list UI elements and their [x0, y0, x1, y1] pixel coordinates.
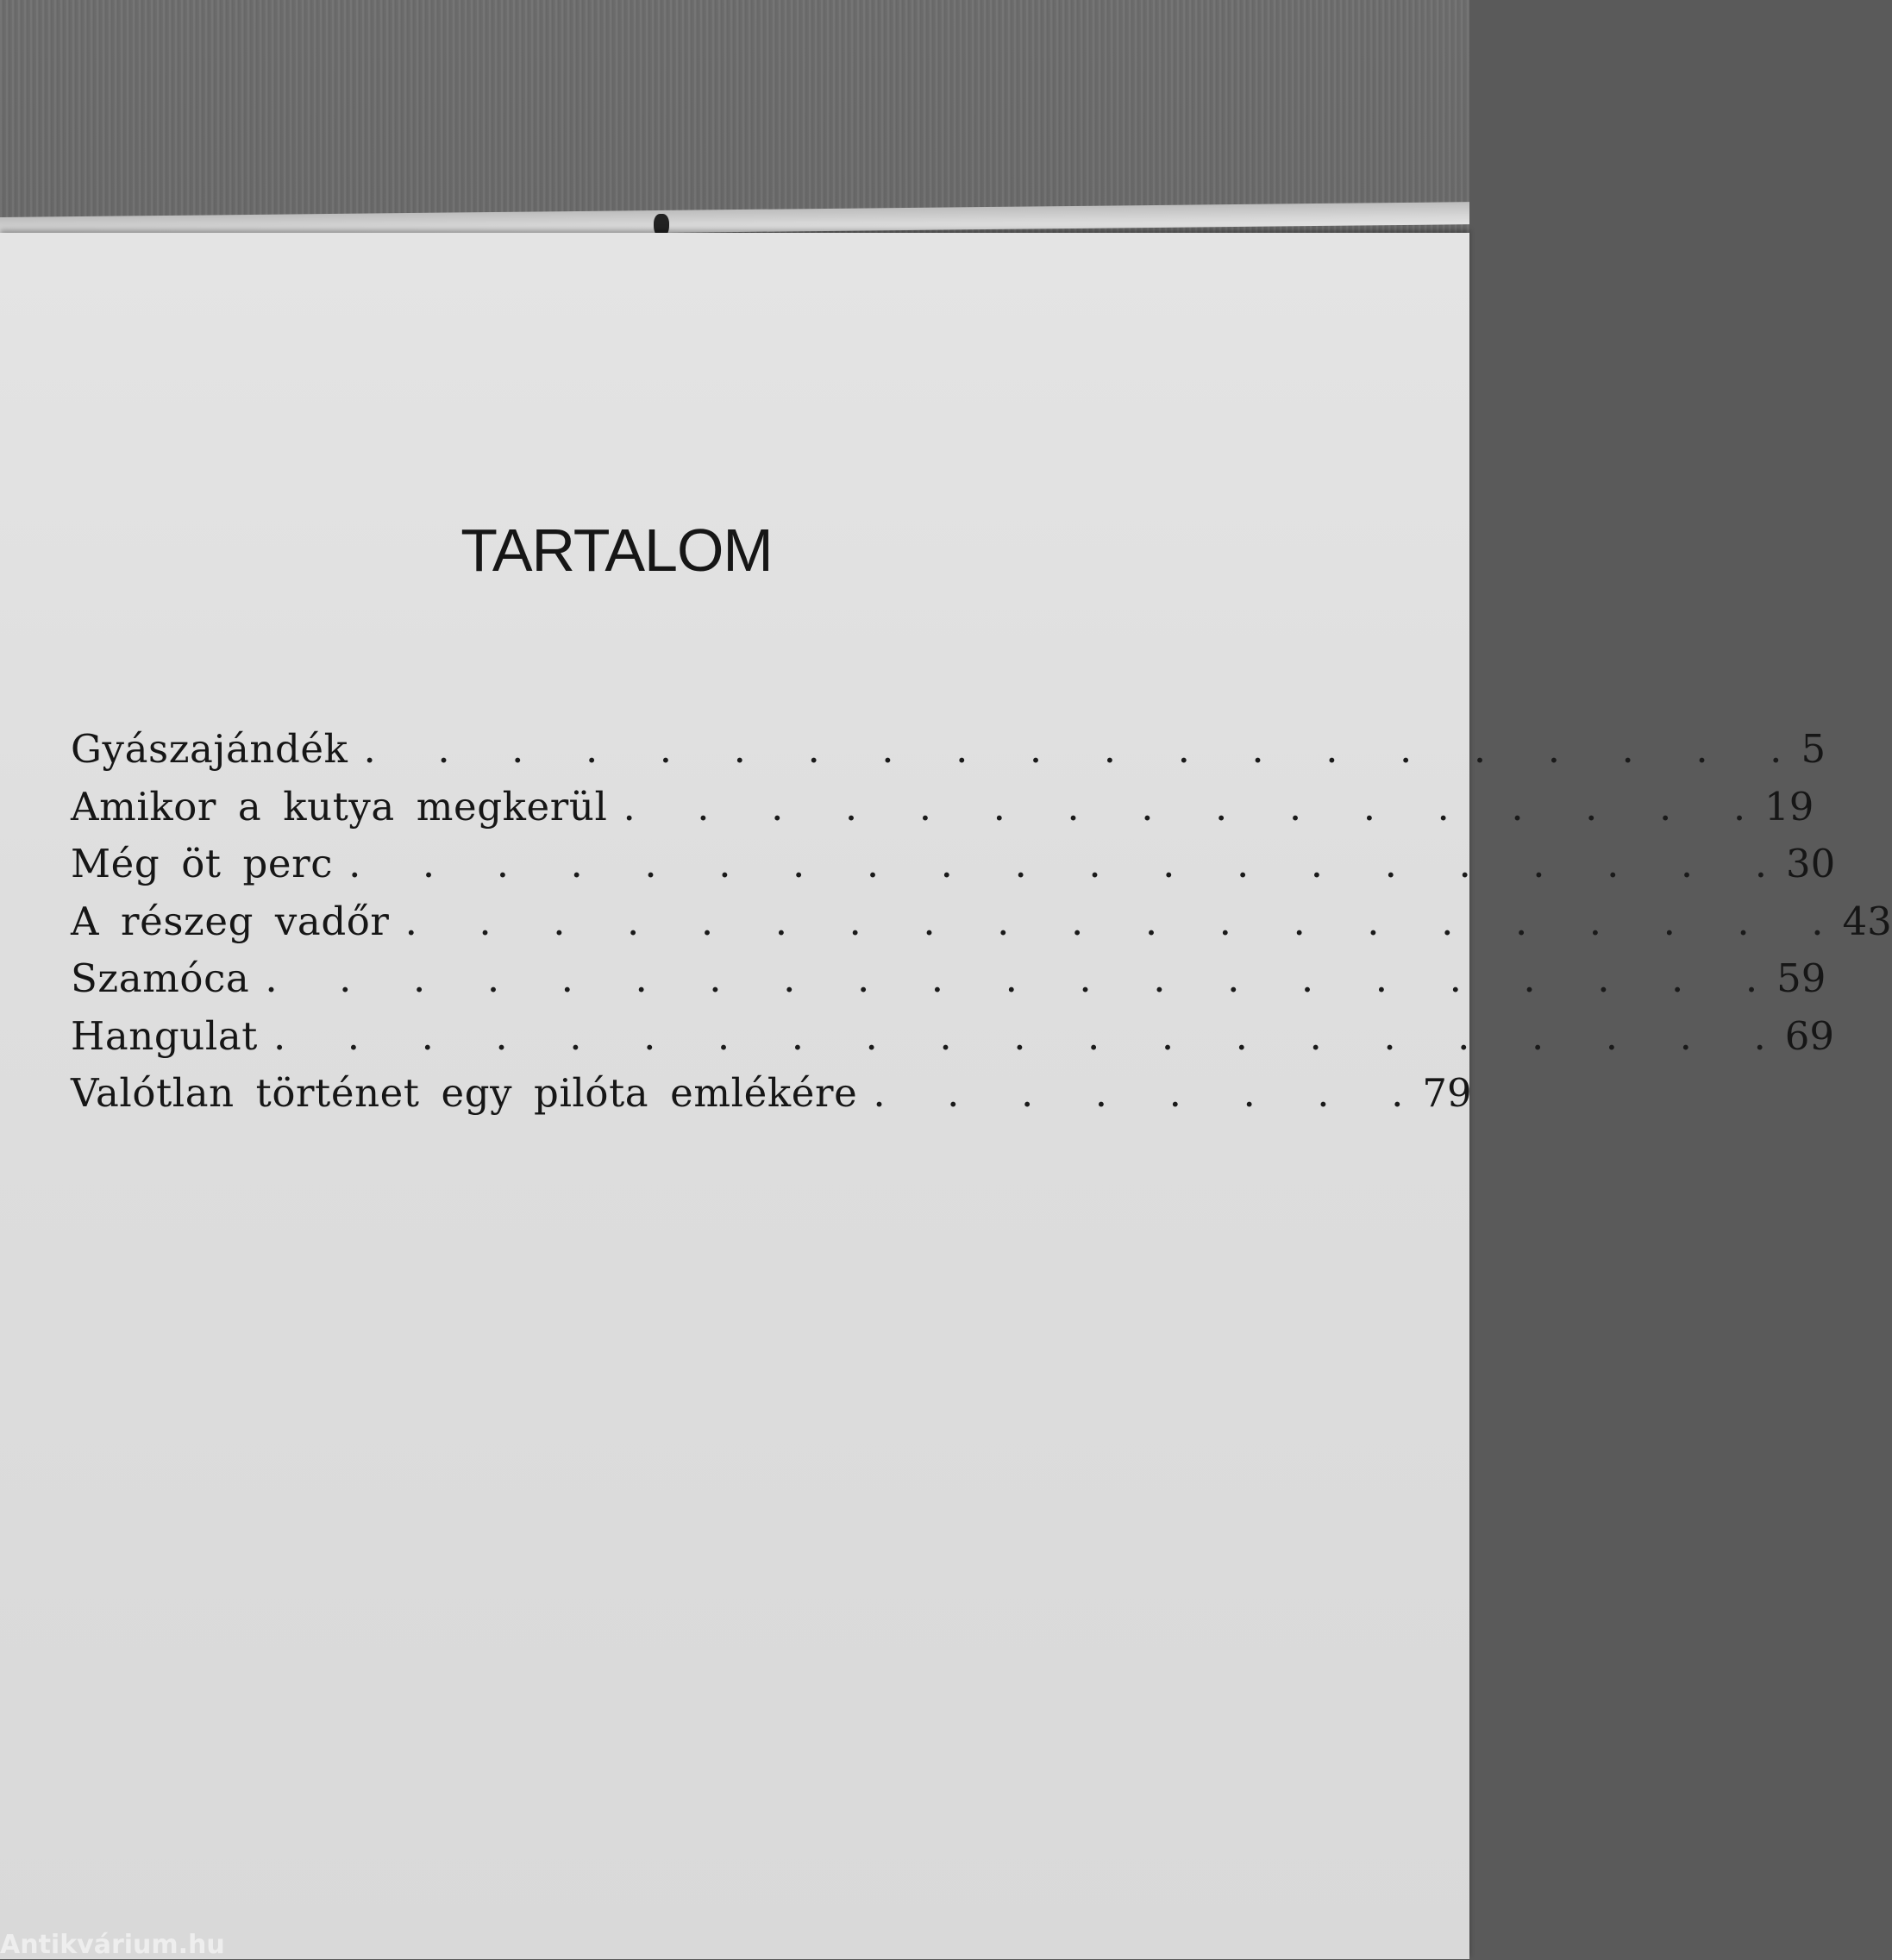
table-of-contents: [71, 726, 1892, 1128]
toc-entry: [71, 1012, 1835, 1071]
faint-imprint-bleedthrough: [267, 1811, 1130, 1935]
dot-leader: . . . . . . . . . . . . . . . . . . . .: [363, 726, 1782, 772]
toc-entry-title: Még öt perc: [71, 841, 334, 886]
dot-leader: . . . . . . . . . . . . . . . . . . . .: [404, 898, 1824, 944]
dot-leader: . . . . . . . . . . . . . . . . . . . . .: [265, 955, 1758, 1001]
dot-leader: . . . . . . . . . . . . . . . . . . . .: [348, 841, 1768, 886]
toc-entry-page: 19: [1764, 783, 1814, 830]
toc-entry: [71, 726, 1826, 784]
toc-entry-title: Szamóca: [71, 955, 250, 1001]
toc-entry-title: Valótlan történet egy pilóta emlékére: [71, 1070, 858, 1116]
toc-entry-page: 79: [1422, 1070, 1472, 1116]
toc-entry-title: Hangulat: [71, 1012, 258, 1059]
toc-entry-title: Gyászajándék: [71, 726, 348, 772]
dot-leader: . . . . . . . . . . . . . . . . . . . . .: [273, 1012, 1766, 1059]
imprint-line: [267, 1894, 1130, 1935]
toc-entry-page: 59: [1776, 955, 1826, 1001]
toc-entry: [71, 783, 1814, 842]
toc-entry-page: 43: [1842, 898, 1892, 944]
toc-entry-page: 30: [1786, 841, 1836, 886]
imprint-line: [267, 1852, 1130, 1894]
toc-entry: [71, 955, 1826, 1013]
toc-entry-title: A részeg vadőr: [71, 898, 390, 944]
toc-entry: [71, 1070, 1472, 1128]
watermark-text: Antikvárium.hu: [0, 1930, 225, 1960]
toc-entry: [71, 841, 1836, 899]
dot-leader: . . . . . . . . . . . . . . . .: [623, 783, 1746, 830]
toc-entry-title: Amikor a kutya megkerül: [71, 783, 608, 830]
imprint-line: [267, 1811, 1130, 1852]
toc-entry-page: 69: [1784, 1012, 1835, 1059]
dot-leader: . . . . . . . .: [873, 1070, 1404, 1116]
page-title: TARTALOM: [460, 517, 773, 584]
toc-entry-page: 5: [1801, 726, 1826, 772]
toc-entry: [71, 898, 1892, 956]
